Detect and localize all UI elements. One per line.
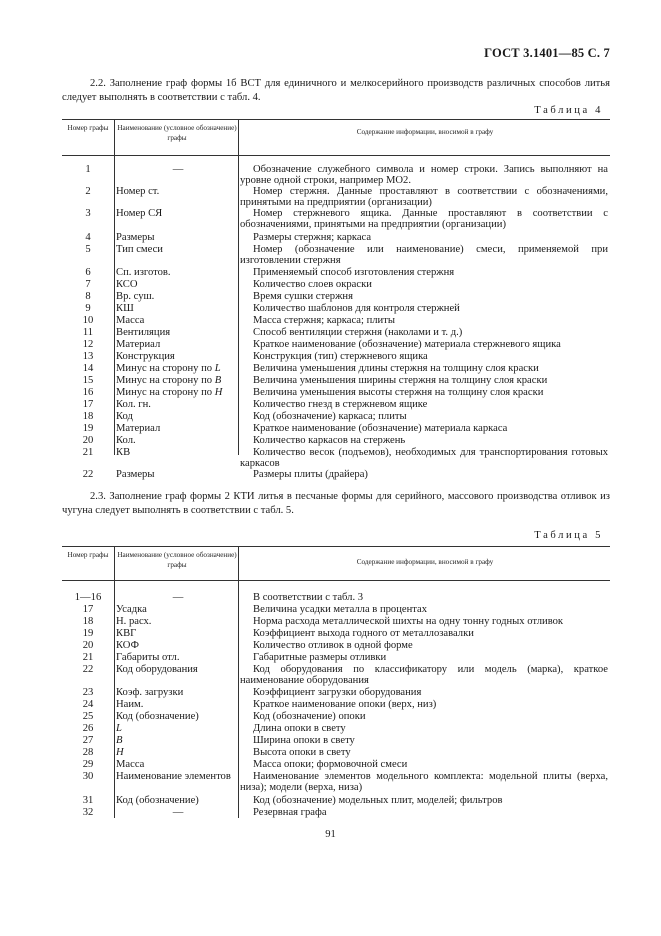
row-name-text: Размеры — [116, 469, 155, 480]
row-name-text: КОФ — [116, 640, 139, 651]
row-name-text: Усадка — [116, 604, 147, 615]
row-name-text: — — [172, 807, 184, 818]
row-number: 25 — [82, 711, 94, 722]
row-name — [116, 164, 240, 175]
row-content: Количество весок (подъемов), необходимых для транспортирования готовых каркасов — [240, 447, 608, 470]
row-name — [116, 363, 240, 374]
row-name-text: КВГ — [116, 628, 137, 639]
row-name — [116, 208, 240, 219]
row-content: Код (обозначение) опоки — [253, 711, 366, 722]
row-number: 28 — [82, 747, 94, 758]
row-name — [116, 759, 240, 770]
row-name-text: КШ — [116, 303, 134, 314]
row-name — [116, 375, 240, 386]
row-number: 21 — [82, 652, 94, 663]
row-number: 2 — [85, 186, 91, 197]
row-name-text: Коэф. загрузки — [116, 687, 184, 698]
row-number: 30 — [82, 771, 94, 782]
row-number: 1—16 — [74, 592, 102, 603]
row-content: Высота опоки в свету — [253, 747, 351, 758]
paragraph-2-3: 2.3. Заполнение граф формы 2 КТИ литья в песчаные формы для серийного, массового производства отливок из чугуна следует выполнять в соответствии с табл. 5. — [62, 491, 610, 516]
row-content: Величина усадки металла в процентах — [253, 604, 428, 615]
row-content: Обозначение служебного символа и номер строки. Запись выполняют на уровне одной строки, например МО2. — [240, 164, 608, 187]
row-content: Длина опоки в свету — [253, 723, 346, 734]
row-name-text: Материал — [116, 423, 161, 434]
row-name — [116, 592, 240, 603]
row-name-text: Код (обозначение) — [116, 795, 199, 806]
row-name — [116, 616, 240, 627]
row-name-text: Вр. суш. — [116, 291, 155, 302]
row-name-text: Материал — [116, 339, 161, 350]
row-name — [116, 640, 240, 651]
table-5-header-rule — [62, 580, 610, 581]
row-content: Номер стержня. Данные проставляют в соответствии с обозначениями, принятыми на предприятии (организации) — [240, 186, 608, 209]
table-5-header-name: Наименование (условное обозначение) графы — [117, 551, 237, 569]
row-content: Краткое наименование опоки (верх, низ) — [253, 699, 437, 710]
row-content: Краткое наименование (обозначение) материала стержневого ящика — [253, 339, 561, 350]
row-number: 31 — [82, 795, 94, 806]
row-number: 9 — [85, 303, 91, 314]
table-4-header-num: Номер графы — [67, 124, 109, 132]
row-name-text: Наименование элементов — [116, 771, 231, 782]
row-content: Количество каркасов на стержень — [253, 435, 406, 446]
row-content: Код (обозначение) модельных плит, моделей; фильтров — [253, 795, 503, 806]
row-number: 1 — [85, 164, 91, 175]
row-name — [116, 652, 240, 663]
row-name — [116, 699, 240, 710]
row-name — [116, 291, 240, 302]
paragraph-2-2: 2.2. Заполнение граф формы 1б ВСТ для единичного и мелкосерийного производств различных способов литья следует выполнять в соответствии с табл. 4. — [62, 78, 610, 103]
row-number: 21 — [82, 447, 94, 458]
row-number: 19 — [82, 628, 94, 639]
table-4-header-content: Содержание информации, вносимой в графу — [356, 128, 494, 136]
row-number: 8 — [85, 291, 91, 302]
row-content: Коэффициент загрузки оборудования — [253, 687, 422, 698]
row-content: Масса стержня; каркаса; плиты — [253, 315, 395, 326]
row-content: Количество гнезд в стержневом ящике — [253, 399, 428, 410]
row-name — [116, 469, 240, 480]
row-name-text: — — [172, 592, 184, 603]
row-name — [116, 399, 240, 410]
row-name — [116, 447, 240, 458]
table-5-header-num: Номер графы — [67, 551, 109, 559]
table-4-header-name: Наименование (условное обозначение) графы — [117, 124, 237, 142]
row-number: 14 — [82, 363, 94, 374]
row-name-text: Кол. гн. — [116, 399, 151, 410]
row-name-text: Минус на сторону по — [116, 363, 213, 374]
row-content: Применяемый способ изготовления стержня — [253, 267, 455, 278]
row-content: Величина уменьшения ширины стержня на толщину слоя краски — [253, 375, 548, 386]
row-name-text: Минус на сторону по — [116, 375, 213, 386]
row-name — [116, 435, 240, 446]
row-content: Код (обозначение) каркаса; плиты — [253, 411, 407, 422]
row-content: Ширина опоки в свету — [253, 735, 355, 746]
row-name — [116, 628, 240, 639]
document-code-header: ГОСТ 3.1401—85 С. 7 — [484, 46, 610, 60]
table-5-caption: Таблица 5 — [534, 530, 603, 541]
row-name-text: Габариты отл. — [116, 652, 180, 663]
row-name-variable: H — [116, 747, 124, 758]
row-name-text: Н. расх. — [116, 616, 152, 627]
row-name — [116, 735, 240, 746]
row-name-text: Номер ст. — [116, 186, 160, 197]
row-name-text: Наим. — [116, 699, 144, 710]
row-name — [116, 327, 240, 338]
row-content: Количество слоев окраски — [253, 279, 372, 290]
row-name — [116, 303, 240, 314]
row-name-variable: B — [116, 735, 123, 746]
row-name-variable: B — [214, 375, 222, 386]
row-name-variable: H — [214, 387, 223, 398]
row-content: Код оборудования по классификатору или модель (марка), краткое наименование оборудования — [240, 664, 608, 687]
row-content: Номер (обозначение или наименование) смеси, применяемой при изготовлении стержня — [240, 244, 608, 267]
row-number: 29 — [82, 759, 94, 770]
row-name-text: Код — [116, 411, 133, 422]
row-name — [116, 687, 240, 698]
row-name — [116, 339, 240, 350]
row-name — [116, 664, 240, 675]
row-name — [116, 186, 240, 197]
row-number: 20 — [82, 640, 94, 651]
row-name — [116, 771, 240, 782]
row-name-text: Конструкция — [116, 351, 175, 362]
row-content: Размеры стержня; каркаса — [253, 232, 372, 243]
row-content: Количество отливок в одной форме — [253, 640, 413, 651]
row-content: Наименование элементов модельного комплекта: модельной плиты (верха, низа); модели (верха, низа) — [240, 771, 608, 794]
row-name — [116, 279, 240, 290]
row-name — [116, 315, 240, 326]
row-number: 7 — [85, 279, 91, 290]
row-name — [116, 351, 240, 362]
row-content: Размеры плиты (драйера) — [253, 469, 368, 480]
page-number: 91 — [325, 829, 336, 840]
row-name-text: Номер СЯ — [116, 208, 163, 219]
row-content: Габаритные размеры отливки — [253, 652, 387, 663]
row-number: 11 — [82, 327, 94, 338]
row-number: 18 — [82, 616, 94, 627]
row-content: Краткое наименование (обозначение) материала каркаса — [253, 423, 508, 434]
row-name-variable: L — [214, 363, 221, 374]
row-name — [116, 747, 240, 758]
table-4-header-rule — [62, 155, 610, 156]
row-content: Коэффициент выхода годного от металлозавалки — [253, 628, 474, 639]
row-name — [116, 423, 240, 434]
table-5-top-rule — [62, 546, 610, 547]
row-name — [116, 411, 240, 422]
row-number: 10 — [82, 315, 94, 326]
row-content: Величина уменьшения высоты стержня на толщину слоя краски — [253, 387, 544, 398]
row-content: Конструкция (тип) стержневого ящика — [253, 351, 428, 362]
table-5-header-content: Содержание информации, вносимой в графу — [356, 558, 494, 566]
row-name-text: Размеры — [116, 232, 155, 243]
row-number: 12 — [82, 339, 94, 350]
table-4-col-divider-1 — [114, 119, 115, 455]
row-number: 27 — [82, 735, 94, 746]
row-number: 5 — [85, 244, 91, 255]
row-number: 20 — [82, 435, 94, 446]
row-number: 17 — [82, 604, 94, 615]
row-name — [116, 795, 240, 806]
row-number: 13 — [82, 351, 94, 362]
row-name-text: КСО — [116, 279, 138, 290]
row-number: 32 — [82, 807, 94, 818]
row-content: Способ вентиляции стержня (наколами и т. д.) — [253, 327, 463, 338]
row-name-text: Код оборудования — [116, 664, 198, 675]
row-name-text: — — [172, 164, 184, 175]
row-content: Масса опоки; формовочной смеси — [253, 759, 408, 770]
row-name — [116, 267, 240, 278]
row-number: 19 — [82, 423, 94, 434]
row-name-text: Кол. — [116, 435, 136, 446]
row-number: 18 — [82, 411, 94, 422]
row-name-text: Масса — [116, 315, 145, 326]
row-content: Норма расхода металлической шихты на одну тонну годных отливок — [253, 616, 564, 627]
row-number: 4 — [85, 232, 91, 243]
row-number: 26 — [82, 723, 94, 734]
row-name-text: КВ — [116, 447, 131, 458]
row-name-text: Вентиляция — [116, 327, 171, 338]
table-5-col-divider-1 — [114, 546, 115, 818]
row-number: 15 — [82, 375, 94, 386]
row-name — [116, 723, 240, 734]
row-name — [116, 244, 240, 255]
row-name-text: Сп. изготов. — [116, 267, 171, 278]
row-number: 16 — [82, 387, 94, 398]
row-number: 22 — [82, 469, 94, 480]
row-number: 3 — [85, 208, 91, 219]
row-name-text: Минус на сторону по — [116, 387, 213, 398]
table-4-top-rule — [62, 119, 610, 120]
row-content: Время сушки стержня — [253, 291, 353, 302]
row-name-variable: L — [116, 723, 122, 734]
row-name — [116, 387, 240, 398]
row-name — [116, 604, 240, 615]
row-content: Резервная графа — [253, 807, 327, 818]
row-name-text: Код (обозначение) — [116, 711, 199, 722]
row-number: 22 — [82, 664, 94, 675]
row-content: Величина уменьшения длины стержня на толщину слоя краски — [253, 363, 539, 374]
row-name — [116, 807, 240, 818]
row-number: 6 — [85, 267, 91, 278]
row-number: 23 — [82, 687, 94, 698]
row-content: В соответствии с табл. 3 — [253, 592, 364, 603]
row-name — [116, 232, 240, 243]
row-content: Количество шаблонов для контроля стержней — [253, 303, 460, 314]
row-name — [116, 711, 240, 722]
row-name-text: Масса — [116, 759, 145, 770]
row-number: 17 — [82, 399, 94, 410]
row-number: 24 — [82, 699, 94, 710]
table-4-caption: Таблица 4 — [534, 105, 603, 116]
row-content: Номер стержневого ящика. Данные проставляют в соответствии с обозначениями, принятыми на предприятии (организации) — [240, 208, 608, 231]
row-name-text: Тип смеси — [116, 244, 163, 255]
